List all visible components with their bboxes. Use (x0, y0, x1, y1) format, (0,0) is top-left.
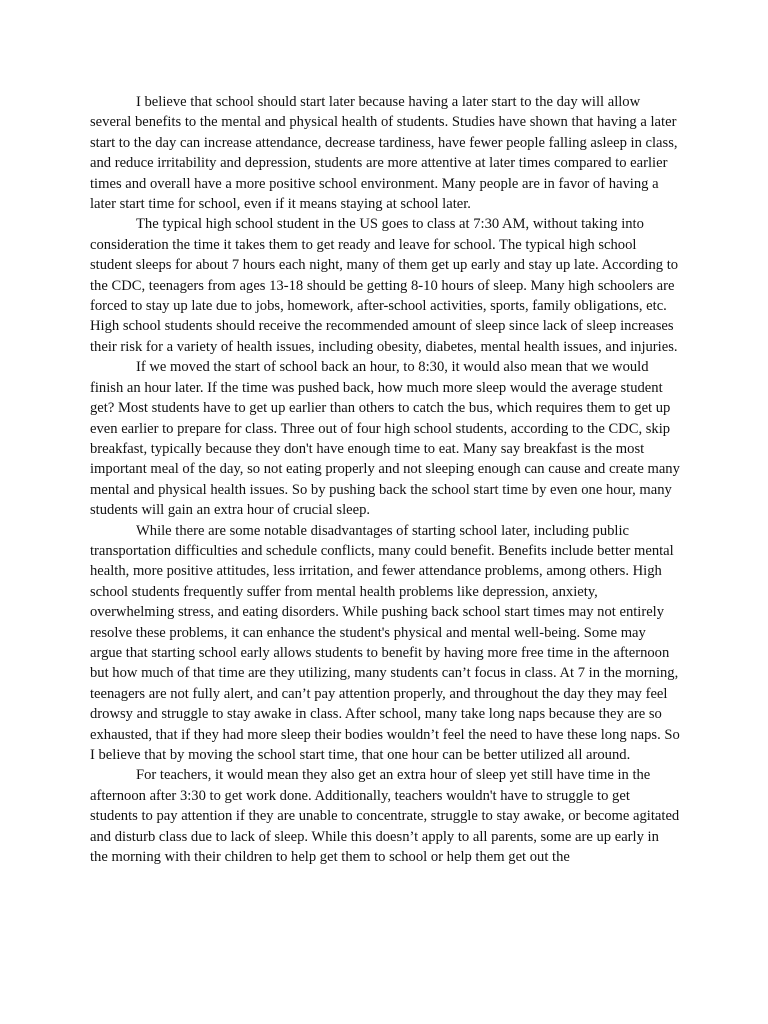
paragraph-intro: I believe that school should start later because having a later start to the day will allow several benefits to the mental and physical health of students. Studies have shown that having a later start to the day can increase attendance, decrease tardiness, have fewer people falling asleep in class, and reduce irritability and depression, students are more attentive at later times compared to earlier times and overall have a more positive school environment. Many people are in favor of having a later start time for school, even if it means staying at school later. (90, 94, 678, 213)
paragraph-disadvantages: While there are some notable disadvantages of starting school later, including public transportation difficulties and schedule conflicts, many could benefit. Benefits include better mental health, more positive attitudes, less irritation, and fewer attendance problems, among others. High school students frequently suffer from mental health problems like depression, anxiety, overwhelming stress, and eating disorders. While pushing back school start times may not entirely resolve these problems, it can enhance the student's physical and mental well-being. Some may argue that starting school early allows students to benefit by having more free time in the afternoon but how much of that time are they utilizing, many students can’t focus in class. At 7 in the morning, teenagers are not fully alert, and can’t pay attention properly, and throughout the day they may feel drowsy and struggle to stay awake in class. After school, many take long naps because they are so exhausted, that if they had more sleep their bodies wouldn’t feel the need to have these long naps. So I believe that by moving the school start time, that one hour can be better utilized all around. (90, 522, 680, 763)
paragraph-typical-student: The typical high school student in the US goes to class at 7:30 AM, without taking into consideration the time it takes them to get ready and leave for school. The typical high school student sleeps for about 7 hours each night, many of them get up early and stay up late. According to the CDC, teenagers from ages 13-18 should be getting 8-10 hours of sleep. Many high schoolers are forced to stay up late due to jobs, homework, after-school activities, sports, family obligations, etc. High school students should receive the recommended amount of sleep since lack of sleep increases their risk for a variety of health issues, including obesity, diabetes, mental health issues, and injuries. (90, 216, 679, 355)
paragraph-start-later: If we moved the start of school back an hour, to 8:30, it would also mean that we would finish an hour later. If the time was pushed back, how much more sleep would the average student get? Most students have to get up earlier than others to catch the bus, which requires them to get up even earlier to prepare for class. Three out of four high school students, according to the CDC, skip breakfast, typically because they don't have enough time to eat. Many say breakfast is the most important meal of the day, so not eating properly and not sleeping enough can cause and create many mental and physical health issues. So by pushing back the school start time by even one hour, many students will gain an extra hour of crucial sleep. (90, 359, 680, 519)
paragraph-teachers: For teachers, it would mean they also get an extra hour of sleep yet still have time in the afternoon after 3:30 to get work done. Additionally, teachers wouldn't have to struggle to get students to pay attention if they are unable to concentrate, struggle to stay awake, or become agitated and disturb class due to lack of sleep. While this doesn’t apply to all parents, some are up early in the morning with their children to help get them to school or help them get out the (90, 767, 680, 866)
document-page (90, 92, 680, 867)
